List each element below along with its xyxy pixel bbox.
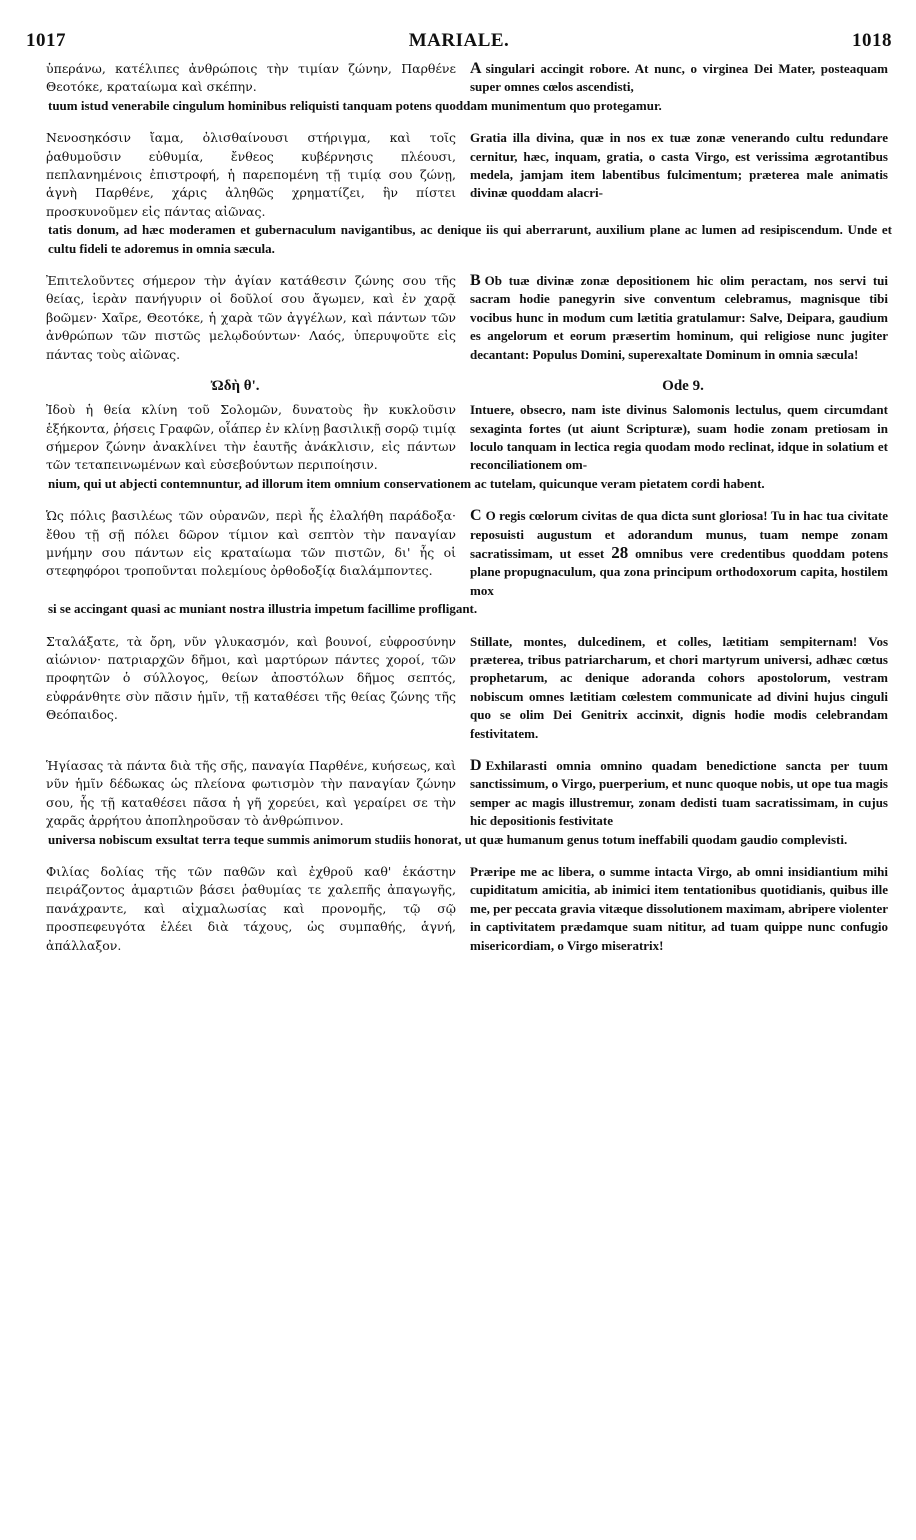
latin-continuation: tatis donum, ad hæc moderamen et gubernaculum navigantibus, ac denique iis qui aberrarunt, auxilium plane ac lumen ad resipiscendum. Unde et cultu fideli te adoremus in omnia sæcula. bbox=[48, 222, 892, 256]
parallel-block bbox=[26, 272, 892, 364]
greek-text: Ἡγίασας τὰ πάντα διὰ τῆς σῆς, παναγία Παρθένε, κυήσεως, καὶ νῦν ἡμῖν δέδωκας ὡς πλείονα φωτισμὸν τὴν παναγίαν ζώνην σου, ἧς τῇ καταθέσει πᾶσα ἡ γῆ χορεύει, καὶ γεραίρει σε τὴν χαρᾶς ἀρρήτου ἀποπληροῦσαν τὸ ἀνθρώπινον. bbox=[46, 758, 456, 829]
latin-text: Intuere, obsecro, nam iste divinus Salomonis lectulus, quem circumdant sexaginta fortes (ut aiunt Scripturæ), suam hodie zonam pretiosam in loculo tanquam in lectica regia quodam modo reclinat, idque in solatium et reconciliationem om- bbox=[470, 402, 888, 473]
greek-text: Ἰδοὺ ἡ θεία κλίνη τοῦ Σολομῶν, δυνατοὺς ἣν κυκλοῦσιν ἑξήκοντα, ῥήσεις Γραφῶν, οἷάπερ ἐν κλίνῃ βασιλικῇ σορῷ τιμίᾳ σήμερον ζώνην ἀνακλίνει τὴν ἑαυτῆς ἀνάκλισιν, εἰς πάντων τῶν τεταπεινωμένων καὶ εὐσεβούντων περιποίησιν. bbox=[46, 402, 456, 473]
latin-text: Stillate, montes, dulcedinem, et colles, lætitiam sempiternam! Vos præterea, tribus patriarcharum, et chori martyrum universi, adhæc cœtus prophetarum, ac denique adoranda cohors apostolorum, vestram nobiscum omnes lætitiam cœlestem communicate ad divini hujus cinguli quo se olim Dei Genitrix accinxit, dignis hodie modis celebrandam festivitatem. bbox=[470, 633, 888, 741]
parallel-block bbox=[26, 863, 892, 955]
page-number-left: 1017 bbox=[26, 30, 66, 51]
column-marker: D bbox=[470, 757, 482, 774]
parallel-block bbox=[26, 60, 892, 97]
parallel-block bbox=[26, 401, 892, 475]
greek-text: Φιλίας δολίας τῆς τῶν παθῶν καὶ ἐχθροῦ καθ' ἑκάστην πειράζοντος ἁμαρτιῶν βάσει ῥαθυμίας τε χαλεπῆς ἀπαγωγῆς, πανάχραντε, καὶ αἰχμαλωσίας καὶ προνομῆς, τῷ σῷ προσπεφευγότα ἐλέει διὰ τάχους, ὡς συμπαθής, ἁγνή, ἀπάλλαξον. bbox=[46, 864, 456, 953]
column-marker: C bbox=[470, 507, 482, 525]
latin-text: A singulari accingit robore. At nunc, o virginea Dei Mater, posteaquam super omnes cœlos ascendisti, bbox=[470, 60, 888, 95]
greek-text: Σταλάξατε, τὰ ὄρη, νῦν γλυκασμόν, καὶ βουνοί, εὐφροσύνην αἰώνιον· πατριαρχῶν δῆμοι, καὶ μαρτύρων πάντες χοροί, τῶν προφητῶν ὁ σύλλογος, θείων ἀποστόλων δῆμος σεπτός, εὐφράνθητε σὺν πᾶσιν ἡμῖν, τῇ καταθέσει τῆς θείας ζώνης τῆς Θεόπαιδος. bbox=[46, 633, 456, 723]
page bbox=[26, 30, 892, 955]
latin-text: B Ob tuæ divinæ zonæ depositionem hic olim peractam, nos servi tui sacram hodie panegyrin sive conventum celebramus, magnisque tibi vocibus hunc in modum cum lætitia gratulamur: Salve, Deipara, gaudium es angelorum et eorum præsertim hominum, qui religiose nunc jugiter decantant: Populus Domini, superexaltate Dominum in omnia sæcula! bbox=[470, 272, 888, 362]
greek-text: Ἐπιτελοῦντες σήμερον τὴν ἁγίαν κατάθεσιν ζώνης σου τῆς θείας, ἱερὰν πανήγυριν οἱ δοῦλοί σου ἄγωμεν, καὶ ἐν χαρᾷ βοῶμεν· Χαῖρε, Θεοτόκε, ἡ χαρὰ τῶν ἀγγέλων, καὶ πάντων τῶν ἀνθρώπων τῶν πιστῶς μελῳδούντων· Λαός, ὑπερυψοῦτε εἰς πάντας τοὺς αἰῶνας. bbox=[46, 273, 456, 362]
running-title: MARIALE. bbox=[408, 30, 510, 51]
column-marker: A bbox=[470, 60, 482, 77]
latin-continuation: tuum istud venerabile cingulum hominibus reliquisti tanquam potens quoddam munimentum quo protegamur. bbox=[48, 97, 662, 113]
parallel-block bbox=[26, 757, 892, 831]
latin-continuation: universa nobiscum exsultat terra teque summis animorum studiis honorat, ut quæ humanum genus totum ineffabili quodam gaudio complevisti. bbox=[48, 831, 848, 847]
latin-text: Gratia illa divina, quæ in nos ex tuæ zonæ venerando cultu redundare cernitur, hæc, inquam, gratia, o casta Virgo, est verissima ægrotantibus medela, jamjam item labentibus fulcimentum; præterea male animatis divinæ quoddam alacri- bbox=[470, 130, 888, 201]
parallel-block bbox=[26, 507, 892, 600]
ode-heading bbox=[26, 378, 892, 395]
running-header bbox=[26, 30, 892, 60]
latin-text: C O regis cœlorum civitas de qua dicta sunt gloriosa! Tu in hac tua civitate reposuisti augustum et adorandum munus, tuam nempe zonam sacratissimam, ut esset 28 omnibus vere credentibus quoddam potens plane propugnaculum, qua zona principum orthodoxorum capita, hostilem mox bbox=[470, 507, 888, 598]
ode-heading-latin: Ode 9. bbox=[662, 378, 704, 395]
greek-text: ὑπεράνω, κατέλιπες ἀνθρώποις τὴν τιμίαν ζώνην, Παρθένε Θεοτόκε, κραταίωμα καὶ σκέπην. bbox=[46, 61, 456, 95]
column-number: 28 bbox=[611, 542, 629, 562]
latin-continuation: nium, qui ut abjecti contemnuntur, ad illorum item omnium conservationem ac tutelam, quicunque veram pietatem cordi habent. bbox=[48, 475, 765, 491]
latin-text: D Exhilarasti omnia omnino quadam benedictione sancta per tuum sanctissimum, o Virgo, puerperium, et nunc quoque nobis, ut ope tua magis semper ac magis illustremur, zonam dedisti tuam sacratissimam, in cujus hic depositionis festivitate bbox=[470, 757, 888, 829]
latin-text: Præripe me ac libera, o summe intacta Virgo, ab omni insidiantium mihi cupiditatum amicitia, ab inimici item tentationibus quotidianis, quibus ille me, per peccata gravia vitæque dissolutionem maximam, abripere violenter in captivitatem prædamque suam nititur, ad tuam quippe nunc confugio misericordiam, o Virgo miseratrix! bbox=[470, 864, 888, 953]
parallel-block bbox=[26, 633, 892, 743]
greek-text: Νενοσηκόσιν ἴαμα, ὀλισθαίνουσι στήριγμα, καὶ τοῖς ῥαθυμοῦσιν εὐθυμία, ἔνθεος κυβέρνησις πλέουσι, πεπλανημένοις ἐπιστροφή, ἡ παρεπομένη τῇ τιμίᾳ σου ζώνῃ, ἁγνὴ Παρθένε, χάρις ἀληθῶς χρηματίζει, ἣν πίστει προσκυνοῦμεν εἰς πάντας αἰῶνας. bbox=[46, 130, 456, 219]
greek-text: Ὡς πόλις βασιλέως τῶν οὐρανῶν, περὶ ἧς ἐλαλήθη παράδοξα· ἔθου τῇ σῇ πόλει δῶρον τίμιον καὶ σεπτὸν τὴν παναγίαν μνήμην σου πάντων εἰς κραταίωμα τῶν πιστῶν, δι' ἧς οἱ στεφηφόροι τροποῦνται πολεμίους ὀρθοδοξίᾳ διαλάμποντες. bbox=[46, 508, 456, 579]
column-marker: B bbox=[470, 272, 481, 290]
latin-continuation: si se accingant quasi ac muniant nostra illustria impetum facillime profligant. bbox=[48, 601, 478, 617]
parallel-block bbox=[26, 129, 892, 221]
page-number-right: 1018 bbox=[852, 30, 892, 51]
ode-heading-greek: Ὠδὴ θ'. bbox=[210, 378, 260, 395]
